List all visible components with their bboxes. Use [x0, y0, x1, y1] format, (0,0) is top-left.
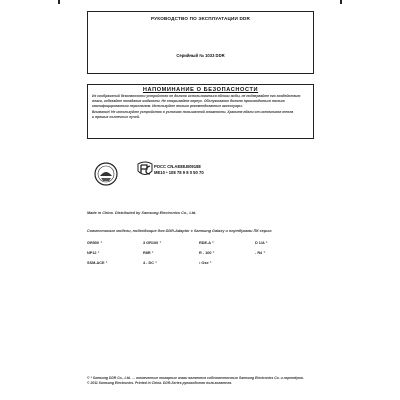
safety-title: НАПОМИНАНИЕ О БЕЗОПАСНОСТИ	[142, 87, 259, 93]
crop-mark-left	[58, 0, 60, 4]
safety-line: Внимание! Не используйте устройство в условиях повышенной влажности. Храните вдали от источников тепла	[92, 109, 294, 114]
model-item: SSM-ACE ⁺	[87, 261, 108, 265]
safety-text	[92, 94, 309, 120]
footer-line: © 2011 Samsung Electronics. Printed in China. DDR-Series руководство пользователя.	[87, 381, 233, 385]
header-box	[87, 11, 314, 74]
header-subtitle: Серийный № 1033 DDR	[176, 53, 225, 58]
model-item: 3 GR100 ⁺	[143, 241, 162, 245]
safety-box	[87, 84, 314, 139]
certification-logos	[87, 160, 314, 190]
cert-line-1: РОСС CN.AE88.B09188	[154, 164, 201, 169]
manufacturer-line: Made in China. Distributed by Samsung Electronics Co., Ltd.	[87, 211, 197, 215]
model-item: • Ose ⁺	[199, 261, 212, 265]
model-item: R - 100 ⁺	[199, 251, 215, 255]
model-item: GR500 ⁺	[87, 241, 103, 245]
pct-mark-icon	[135, 161, 155, 179]
safety-line: Из соображений безопасности устройство не должно использоваться вблизи воды, не подвергайте его воздействию	[92, 94, 301, 98]
model-item: R8R ⁺	[143, 251, 154, 255]
header-title: РУКОВОДСТВО ПО ЭКСПЛУАТАЦИИ DDR	[150, 16, 251, 21]
cert-line-2: МЕ10 • 108 78 9 8 0 50 70	[154, 170, 204, 175]
footer-line: © * Samsung DDR Co., Ltd. — отмеченные товарные знаки являются собственностью Samsung Electronics Co. и партнёров.	[87, 376, 304, 380]
model-item: - R4 ⁺	[255, 251, 266, 255]
model-item: 4 - DC ⁺	[143, 261, 158, 265]
safety-line: и прямых солнечных лучей.	[92, 114, 140, 119]
model-item: RDE-A ⁺	[199, 241, 214, 245]
safety-line: влаги, избегайте попадания жидкости. Не открывайте корпус. Обслуживание должно производиться только	[92, 99, 285, 104]
certification-text	[154, 164, 204, 176]
model-grid	[87, 240, 314, 265]
crop-mark-right	[340, 0, 342, 4]
round-emblem-icon	[94, 162, 118, 186]
footer-notes	[87, 376, 304, 386]
model-item: D 1/A ⁺	[255, 241, 268, 245]
compat-intro: Совместимые модели, подходящие для DDR-Adaptor с Samsung Galaxy и ноутбуками ПК серии:	[87, 229, 273, 233]
safety-line: квалифицированным персоналом. Используйте только рекомендованные аксессуары.	[92, 104, 243, 109]
model-item: NP12 ⁺	[87, 251, 100, 255]
